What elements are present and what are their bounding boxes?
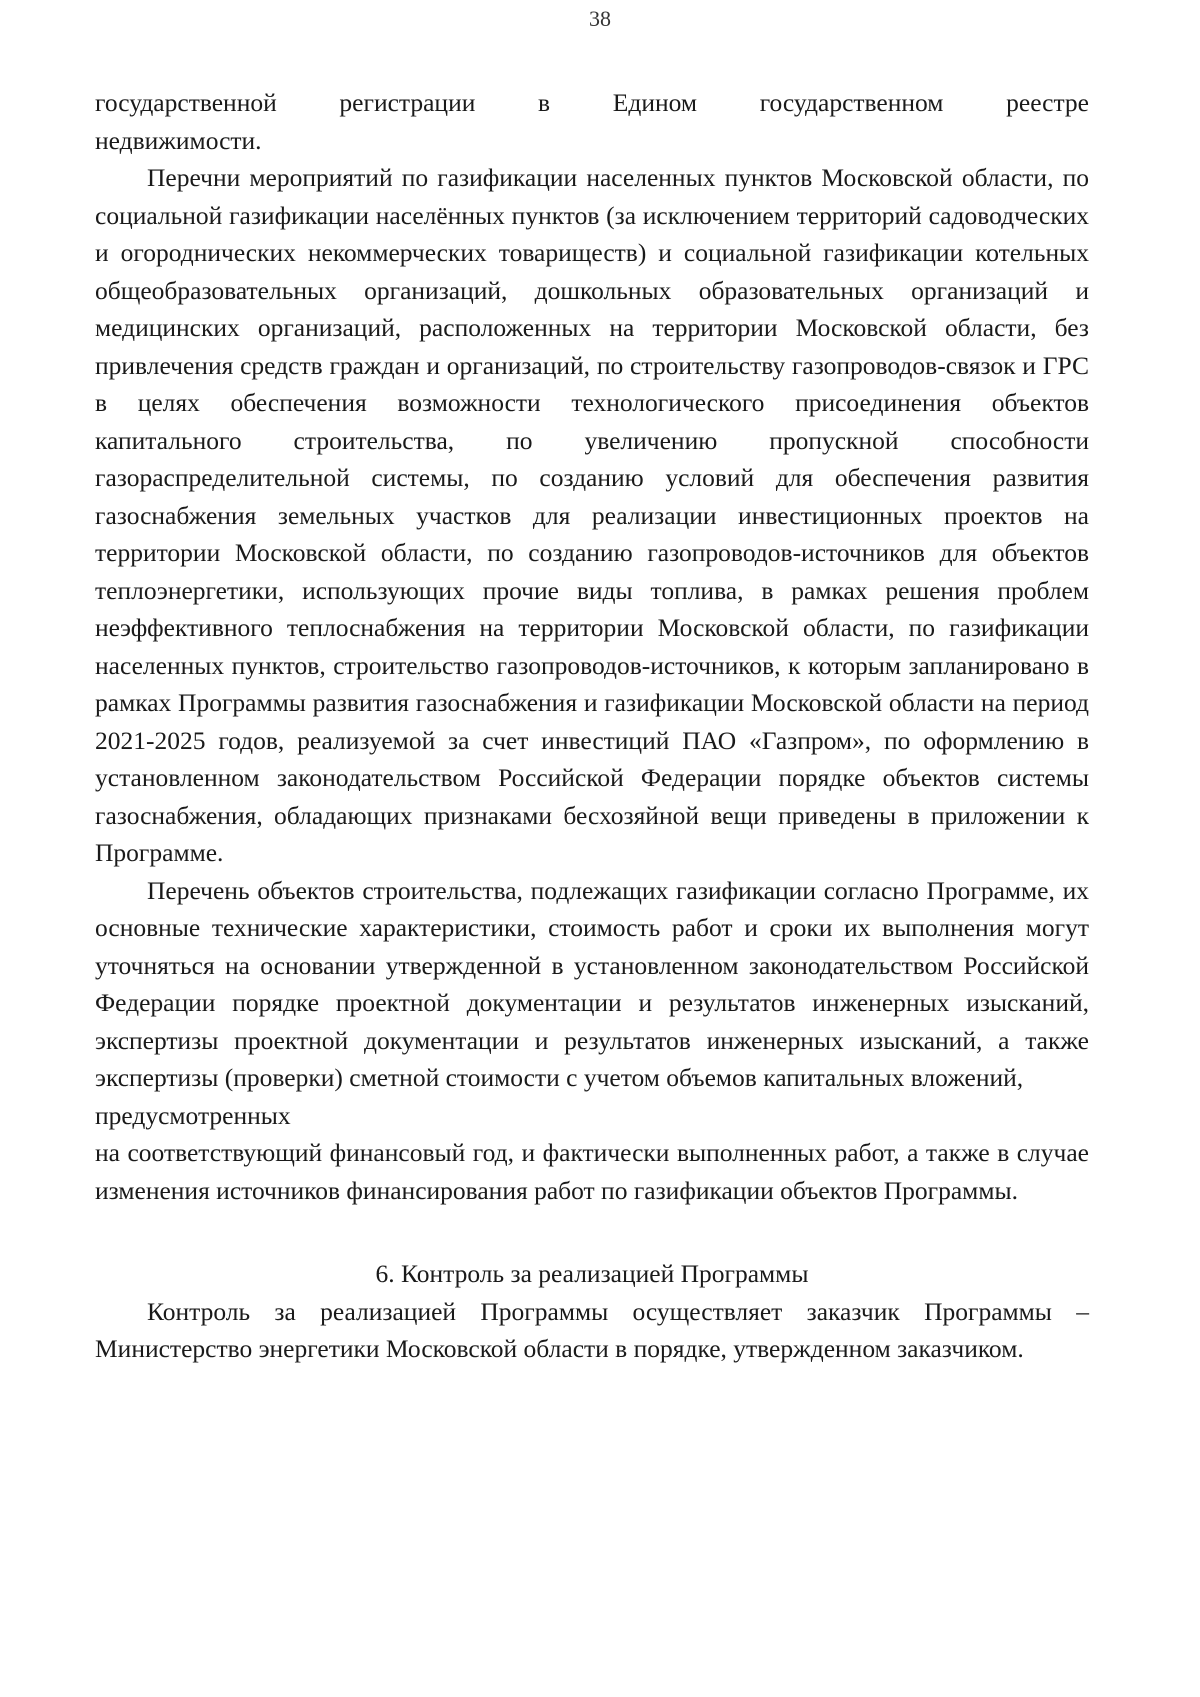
paragraph-object-list-part-1: Перечень объектов строительства, подлежащих газификации согласно Программе, их основные технические характеристики, стоимость работ и сроки их выполнения могут уточняться на основании утвержденной в установленном законодательством Российской Федерации порядке проектной документации и результатов инженерных изысканий, экспертизы проектной документации и результатов инженерных изысканий, а также экспертизы (проверки) сметной стоимости с учетом объемов капитальных вложений, (95, 875, 1089, 1092)
continuation-line-2: недвижимости. (95, 125, 262, 155)
continuation-line-1: государственной регистрации в Едином государственном реестре (95, 88, 1089, 117)
paragraph-control: Контроль за реализацией Программы осуществляет заказчик Программы – Министерство энергетики Московской области в порядке, утвержденном заказчиком. (95, 1296, 1089, 1363)
page-content (95, 84, 1089, 1368)
paragraph-object-list-part-2: предусмотренных (95, 1100, 291, 1130)
paragraph-gasification-lists: Перечни мероприятий по газификации населенных пунктов Московской области, по социальной газификации населённых пунктов (за исключением территорий садоводческих и огороднических некоммерческих товариществ) и социальной газификации котельных общеобразовательных организаций, дошкольных образовательных организаций и медицинских организаций, расположенных на территории Московской области, без привлечения средств граждан и организаций, по строительству газопроводов-связок и ГРС в целях обеспечения возможности технологического присоединения объектов капитального строительства, по увеличению пропускной способности газораспределительной системы, по созданию условий для обеспечения развития газоснабжения земельных участков для реализации инвестиционных проектов на территории Московской области, по созданию газопроводов-источников для объектов теплоэнергетики, использующих прочие виды топлива, в рамках решения проблем неэффективного теплоснабжения на территории Московской области, по газификации населенных пунктов, строительство газопроводов-источников, к которым запланировано в рамках Программы развития газоснабжения и газификации Московской области на период 2021-2025 годов, реализуемой за счет инвестиций ПАО «Газпром», по оформлению в установленном законодательством Российской Федерации порядке объектов системы газоснабжения, обладающих признаками бесхозяйной вещи приведены в приложении к Программе. (95, 163, 1089, 867)
page-number: 38 (589, 6, 611, 31)
section-heading: 6. Контроль за реализацией Программы (375, 1259, 809, 1288)
continuation-paragraph (95, 84, 1089, 159)
paragraph-object-list (95, 872, 1089, 1097)
paragraph-object-list-break (95, 1097, 1089, 1135)
paragraph-object-list-continuation: на соответствующий финансовый год, и фактически выполненных работ, а также в случае изменения источников финансирования работ по газификации объектов Программы. (95, 1138, 1089, 1205)
